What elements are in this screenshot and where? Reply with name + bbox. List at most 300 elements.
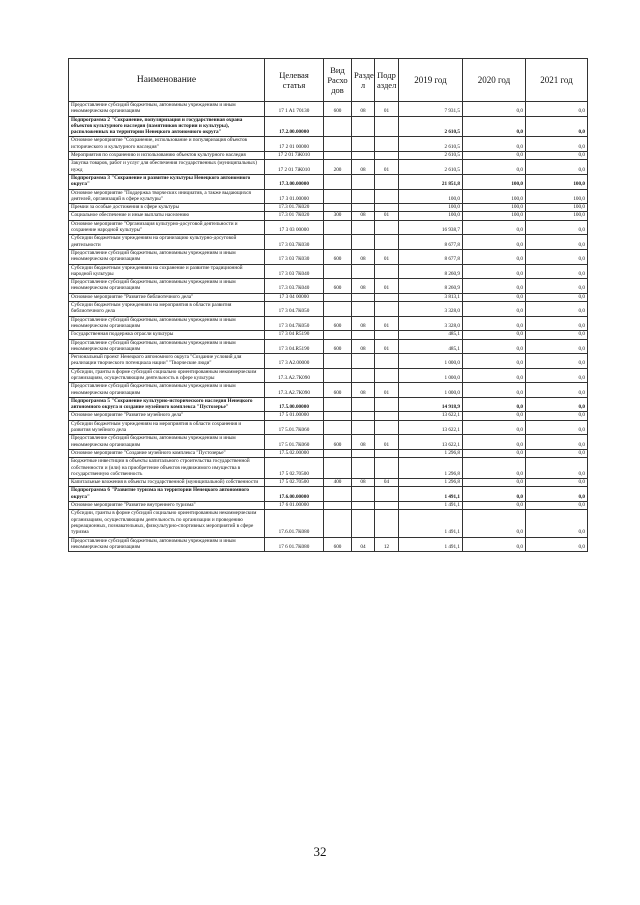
cell-name: Предоставление субсидий бюджетным, автономным учреждениям и иным некоммерческим организациям: [69, 435, 265, 450]
cell-subsection: [375, 137, 399, 152]
cell-subsection: [375, 354, 399, 369]
table-row: [69, 137, 588, 152]
cell-target-article: 17.5.00.00000: [265, 397, 324, 412]
cell-subsection: [375, 152, 399, 160]
table-row: [69, 397, 588, 412]
cell-2019: 1 296,8: [399, 458, 463, 479]
cell-2021: 0,0: [526, 137, 588, 152]
cell-2020: 100,0: [463, 189, 526, 204]
cell-2020: 0,0: [463, 397, 526, 412]
cell-name: Субсидии, гранты в форме субсидий социально ориентированным некоммерческим организациям, осуществляющим деятельность по организации и проведению рекреационных, познавательных, физкультурно-спортивных мероприятий в сфере туризма: [69, 510, 265, 537]
cell-expense-type: [324, 137, 352, 152]
cell-section: 08: [352, 102, 375, 117]
cell-expense-type: 600: [324, 102, 352, 117]
cell-2020: 0,0: [463, 479, 526, 487]
cell-2021: 100,0: [526, 204, 588, 212]
cell-2020: 0,0: [463, 412, 526, 420]
cell-subsection: [375, 116, 399, 137]
table-header-row: [69, 59, 588, 102]
cell-section: [352, 368, 375, 383]
cell-target-article: 17 3 03.7К030: [265, 235, 324, 250]
cell-2020: 0,0: [463, 264, 526, 279]
cell-2020: 0,0: [463, 279, 526, 294]
cell-2020: 0,0: [463, 368, 526, 383]
cell-expense-type: [324, 412, 352, 420]
cell-2021: 0,0: [526, 449, 588, 457]
cell-expense-type: 600: [324, 435, 352, 450]
cell-subsection: [375, 293, 399, 301]
cell-name: Закупка товаров, работ и услуг для обеспечения государственных (муниципальных) нужд: [69, 160, 265, 175]
cell-2020: 0,0: [463, 235, 526, 250]
cell-expense-type: [324, 354, 352, 369]
cell-2020: 0,0: [463, 152, 526, 160]
cell-2021: 0,0: [526, 502, 588, 510]
cell-section: [352, 502, 375, 510]
cell-name: Предоставление субсидий бюджетным, автономным учреждениям и иным некоммерческим организациям: [69, 102, 265, 117]
cell-2021: 0,0: [526, 339, 588, 354]
header-section: Разде л: [352, 59, 375, 102]
cell-subsection: [375, 412, 399, 420]
cell-name: Предоставление субсидий бюджетным, автономным учреждениям и иным некоммерческим организациям: [69, 316, 265, 331]
table-row: [69, 368, 588, 383]
cell-section: [352, 302, 375, 317]
cell-2019: 3 813,1: [399, 293, 463, 301]
cell-2019: 1 000,0: [399, 368, 463, 383]
table-row: [69, 249, 588, 264]
cell-2019: 1 000,0: [399, 383, 463, 398]
cell-2020: 0,0: [463, 435, 526, 450]
cell-2019: 13 622,1: [399, 412, 463, 420]
cell-2019: 1 491,1: [399, 502, 463, 510]
budget-table-sheet: [68, 58, 587, 552]
cell-target-article: 17 3 04.7К050: [265, 316, 324, 331]
cell-2021: 0,0: [526, 368, 588, 383]
cell-2019: 1 296,8: [399, 479, 463, 487]
cell-2019: 100,0: [399, 189, 463, 204]
cell-2021: 0,0: [526, 249, 588, 264]
cell-2021: 0,0: [526, 354, 588, 369]
cell-expense-type: [324, 174, 352, 189]
cell-name: Субсидии бюджетным учреждениям на мероприятия в области сохранения и развития музейного дела: [69, 420, 265, 435]
cell-target-article: 17 2 01 7Ж010: [265, 160, 324, 175]
cell-section: [352, 137, 375, 152]
table-row: [69, 449, 588, 457]
cell-section: [352, 420, 375, 435]
cell-section: [352, 487, 375, 502]
cell-expense-type: 600: [324, 316, 352, 331]
table-row: [69, 235, 588, 250]
cell-target-article: 17.5.02.00000: [265, 449, 324, 457]
cell-target-article: 17 3 01.00000: [265, 189, 324, 204]
cell-subsection: 01: [375, 316, 399, 331]
cell-target-article: 17.3.00.00000: [265, 174, 324, 189]
cell-2021: 0,0: [526, 420, 588, 435]
table-row: [69, 204, 588, 212]
cell-name: Капитальные вложения в объекты государственной (муниципальной) собственности: [69, 479, 265, 487]
cell-subsection: [375, 502, 399, 510]
cell-2020: 0,0: [463, 487, 526, 502]
cell-2020: 0,0: [463, 383, 526, 398]
cell-target-article: 17 2 01 00000: [265, 137, 324, 152]
cell-2019: 2 610,5: [399, 160, 463, 175]
cell-target-article: 17 3 A2.00000: [265, 354, 324, 369]
cell-expense-type: [324, 368, 352, 383]
table-row: [69, 479, 588, 487]
table-row: [69, 316, 588, 331]
cell-subsection: 12: [375, 537, 399, 552]
cell-2019: 1 491,1: [399, 537, 463, 552]
cell-2021: 100,0: [526, 189, 588, 204]
cell-section: [352, 510, 375, 537]
cell-name: Предоставление субсидий бюджетным, автономным учреждениям и иным некоммерческим организациям: [69, 339, 265, 354]
cell-subsection: 01: [375, 102, 399, 117]
cell-subsection: [375, 204, 399, 212]
cell-2020: 0,0: [463, 249, 526, 264]
cell-2019: 8 260,9: [399, 264, 463, 279]
cell-section: 08: [352, 339, 375, 354]
cell-2020: 0,0: [463, 293, 526, 301]
cell-2019: 2 610,5: [399, 137, 463, 152]
cell-target-article: 17 5 01.7К060: [265, 435, 324, 450]
cell-2021: 0,0: [526, 102, 588, 117]
cell-2019: 1 296,8: [399, 449, 463, 457]
table-row: [69, 293, 588, 301]
cell-expense-type: [324, 152, 352, 160]
cell-name: Субсидии бюджетным учреждениям на мероприятия в области развития библиотечного дела: [69, 302, 265, 317]
cell-section: [352, 204, 375, 212]
cell-2019: 21 851,8: [399, 174, 463, 189]
cell-expense-type: [324, 487, 352, 502]
cell-2021: 0,0: [526, 316, 588, 331]
cell-2019: 14 918,9: [399, 397, 463, 412]
table-row: [69, 220, 588, 235]
table-row: [69, 383, 588, 398]
cell-subsection: [375, 487, 399, 502]
cell-2020: 0,0: [463, 339, 526, 354]
cell-target-article: 17 3 03 7К030: [265, 249, 324, 264]
cell-2019: 8 260,9: [399, 279, 463, 294]
cell-name: Социальное обеспечение и иные выплаты населению: [69, 212, 265, 220]
cell-target-article: 17 5 02.70500: [265, 479, 324, 487]
table-row: [69, 487, 588, 502]
cell-section: [352, 449, 375, 457]
page-number: 32: [313, 844, 327, 859]
cell-expense-type: [324, 293, 352, 301]
cell-name: Региональный проект Ненецкого автономного округа "Создание условий для реализации творческого потенциала нации" "Творческие люди": [69, 354, 265, 369]
cell-name: Государственная поддержка отрасли культуры: [69, 331, 265, 339]
cell-subsection: 04: [375, 479, 399, 487]
cell-2020: 0,0: [463, 220, 526, 235]
table-row: [69, 174, 588, 189]
cell-2019: 100,0: [399, 204, 463, 212]
cell-name: Субсидии, гранты в форме субсидий социально ориентированным некоммерческим организациям, осуществляющим деятельность в сфере культуры: [69, 368, 265, 383]
cell-2021: 0,0: [526, 412, 588, 420]
cell-2021: 0,0: [526, 235, 588, 250]
cell-target-article: 17 5 01.00000: [265, 412, 324, 420]
cell-name: Основное мероприятие "Создание музейного комплекса "Пустозерье": [69, 449, 265, 457]
cell-section: 08: [352, 160, 375, 175]
table-row: [69, 116, 588, 137]
table-row: [69, 152, 588, 160]
cell-2021: 0,0: [526, 264, 588, 279]
header-expense-type: Вид Расхо дов: [324, 59, 352, 102]
cell-2019: 8 677,8: [399, 235, 463, 250]
table-row: [69, 510, 588, 537]
cell-target-article: 17.6.01.7К080: [265, 510, 324, 537]
cell-subsection: 01: [375, 279, 399, 294]
cell-subsection: [375, 449, 399, 457]
cell-target-article: 17 6 01.00000: [265, 502, 324, 510]
cell-name: Предоставление субсидий бюджетным, автономным учреждениям и иным некоммерческим организациям: [69, 383, 265, 398]
table-row: [69, 264, 588, 279]
header-year-2021: 2021 год: [526, 59, 588, 102]
table-row: [69, 412, 588, 420]
cell-name: Подпрограмма 5 "Сохранение культурно-исторического наследия Ненецкого автономного округа и создание музейного комплекса "Пустозерье": [69, 397, 265, 412]
cell-section: 04: [352, 537, 375, 552]
cell-2021: 0,0: [526, 537, 588, 552]
cell-2021: 0,0: [526, 279, 588, 294]
cell-target-article: 17 3 04.R5190: [265, 339, 324, 354]
cell-subsection: [375, 189, 399, 204]
cell-2019: 3 328,0: [399, 316, 463, 331]
cell-expense-type: [324, 116, 352, 137]
cell-subsection: 01: [375, 383, 399, 398]
cell-2019: 13 622,1: [399, 420, 463, 435]
cell-target-article: 17 3 04.7К050: [265, 302, 324, 317]
cell-name: Основное мероприятие "Развитие музейного дела": [69, 412, 265, 420]
cell-2020: 0,0: [463, 502, 526, 510]
cell-2021: 0,0: [526, 302, 588, 317]
cell-2019: 16 938,7: [399, 220, 463, 235]
cell-2020: 0,0: [463, 420, 526, 435]
table-row: [69, 160, 588, 175]
cell-subsection: [375, 510, 399, 537]
cell-subsection: [375, 264, 399, 279]
cell-name: Основное мероприятие "Поддержка творческих инициатив, а также выдающихся деятелей, организаций в сфере культуры": [69, 189, 265, 204]
table-row: [69, 331, 588, 339]
table-row: [69, 354, 588, 369]
cell-2020: 100,0: [463, 212, 526, 220]
cell-2021: 0,0: [526, 331, 588, 339]
cell-name: Бюджетные инвестиции в объекты капитального строительства государственной собственности и (или) на приобретение объектов недвижимого имущества в государственную собственность: [69, 458, 265, 479]
cell-2020: 100,0: [463, 204, 526, 212]
cell-2020: 0,0: [463, 331, 526, 339]
cell-expense-type: 200: [324, 160, 352, 175]
cell-name: Основное мероприятие "Организация культурно-досуговой деятельности и сохранение народной культуры": [69, 220, 265, 235]
cell-target-article: 17 3 03 7К040: [265, 264, 324, 279]
cell-target-article: 17.3 01 7К020: [265, 212, 324, 220]
cell-2020: 0,0: [463, 302, 526, 317]
table-row: [69, 339, 588, 354]
cell-section: [352, 293, 375, 301]
cell-section: [352, 264, 375, 279]
cell-expense-type: 600: [324, 383, 352, 398]
cell-2020: 0,0: [463, 510, 526, 537]
cell-section: 08: [352, 435, 375, 450]
cell-subsection: 01: [375, 212, 399, 220]
cell-expense-type: [324, 420, 352, 435]
cell-section: 08: [352, 279, 375, 294]
cell-name: Предоставление субсидий бюджетным, автономным учреждениям и иным некоммерческим организациям: [69, 249, 265, 264]
cell-target-article: 17 5 02.70500: [265, 458, 324, 479]
cell-subsection: [375, 331, 399, 339]
cell-section: [352, 397, 375, 412]
cell-expense-type: 600: [324, 339, 352, 354]
header-year-2020: 2020 год: [463, 59, 526, 102]
cell-2019: 13 622,1: [399, 435, 463, 450]
cell-target-article: 17 3 04 00000: [265, 293, 324, 301]
cell-2020: 0,0: [463, 160, 526, 175]
cell-2019: 485,1: [399, 331, 463, 339]
cell-expense-type: [324, 302, 352, 317]
cell-2021: 0,0: [526, 116, 588, 137]
table-row: [69, 537, 588, 552]
cell-2019: 1 491,1: [399, 487, 463, 502]
cell-expense-type: [324, 331, 352, 339]
cell-name: Премии за особые достижения в сфере культуры: [69, 204, 265, 212]
cell-name: Субсидии бюджетным учреждениям на организацию культурно-досуговой деятельности: [69, 235, 265, 250]
header-target-article: Целевая статья: [265, 59, 324, 102]
cell-2021: 0,0: [526, 487, 588, 502]
table-row: [69, 212, 588, 220]
cell-target-article: 17 3 03 00000: [265, 220, 324, 235]
cell-expense-type: 600: [324, 279, 352, 294]
cell-2021: 0,0: [526, 383, 588, 398]
cell-expense-type: [324, 449, 352, 457]
cell-2021: 0,0: [526, 510, 588, 537]
cell-2020: 100,0: [463, 174, 526, 189]
table-row: [69, 302, 588, 317]
cell-section: [352, 220, 375, 235]
cell-name: Основное мероприятие "Сохранение, использование и популяризация объектов исторического и культурного наследия": [69, 137, 265, 152]
cell-section: [352, 412, 375, 420]
cell-name: Подпрограмма 6 "Развитие туризма на территории Ненецкого автономного округа": [69, 487, 265, 502]
table-row: [69, 458, 588, 479]
cell-2019: 3 328,0: [399, 302, 463, 317]
budget-table: [68, 58, 588, 552]
cell-section: 08: [352, 212, 375, 220]
cell-2019: 1 000,0: [399, 354, 463, 369]
header-name: Наименование: [69, 59, 265, 102]
cell-2021: 0,0: [526, 160, 588, 175]
cell-subsection: [375, 397, 399, 412]
cell-2019: 1 491,1: [399, 510, 463, 537]
cell-2020: 0,0: [463, 116, 526, 137]
cell-section: 08: [352, 479, 375, 487]
cell-subsection: 01: [375, 160, 399, 175]
cell-2019: 2 610,5: [399, 152, 463, 160]
cell-target-article: 17.3 03.7К040: [265, 279, 324, 294]
cell-subsection: [375, 458, 399, 479]
table-row: [69, 102, 588, 117]
cell-2021: 100,0: [526, 174, 588, 189]
cell-name: Подпрограмма 2 "Сохранение, популяризация и государственная охрана объектов культурного наследия (памятников истории и культуры), расположенных на территории Ненецкого автономного округа": [69, 116, 265, 137]
cell-2021: 0,0: [526, 220, 588, 235]
cell-section: 08: [352, 383, 375, 398]
cell-target-article: 17.2.00.00000: [265, 116, 324, 137]
cell-2021: 0,0: [526, 458, 588, 479]
cell-section: [352, 116, 375, 137]
cell-section: [352, 235, 375, 250]
cell-section: [352, 189, 375, 204]
cell-target-article: 17.3.A2.7К090: [265, 368, 324, 383]
cell-2021: 0,0: [526, 479, 588, 487]
cell-2019: 2 610,5: [399, 116, 463, 137]
cell-subsection: 01: [375, 249, 399, 264]
cell-name: Подпрограмма 3 "Сохранение и развитие культуры Ненецкого автономного округа": [69, 174, 265, 189]
cell-section: [352, 354, 375, 369]
cell-2020: 0,0: [463, 449, 526, 457]
cell-target-article: 17.3 01.7К020: [265, 204, 324, 212]
cell-target-article: 17.6.00.00000: [265, 487, 324, 502]
cell-name: Мероприятия по сохранению и использованию объектов культурного наследия: [69, 152, 265, 160]
cell-subsection: [375, 420, 399, 435]
cell-name: Предоставление субсидий бюджетным, автономным учреждениям и иным некоммерческим организациям: [69, 537, 265, 552]
table-row: [69, 420, 588, 435]
cell-expense-type: [324, 220, 352, 235]
cell-2019: 485,1: [399, 339, 463, 354]
cell-2020: 0,0: [463, 458, 526, 479]
cell-target-article: 17 5.01.7К060: [265, 420, 324, 435]
table-row: [69, 279, 588, 294]
cell-name: Субсидии бюджетным учреждениям на сохранение и развитие традиционной народной культуры: [69, 264, 265, 279]
cell-2020: 0,0: [463, 102, 526, 117]
cell-target-article: 17.3.A2.7К090: [265, 383, 324, 398]
cell-name: Предоставление субсидий бюджетным, автономным учреждениям и иным некоммерческим организациям: [69, 279, 265, 294]
cell-expense-type: [324, 458, 352, 479]
cell-expense-type: 400: [324, 479, 352, 487]
table-row: [69, 189, 588, 204]
cell-expense-type: 600: [324, 537, 352, 552]
cell-expense-type: [324, 235, 352, 250]
cell-2021: 0,0: [526, 293, 588, 301]
cell-2019: 8 677,8: [399, 249, 463, 264]
cell-expense-type: [324, 204, 352, 212]
cell-subsection: [375, 302, 399, 317]
cell-2020: 0,0: [463, 537, 526, 552]
cell-2019: 7 931,5: [399, 102, 463, 117]
cell-target-article: 17 3 04 R5190: [265, 331, 324, 339]
cell-expense-type: [324, 264, 352, 279]
cell-2021: 0,0: [526, 435, 588, 450]
cell-name: Основное мероприятие "Развитие внутреннего туризма": [69, 502, 265, 510]
cell-2021: 100,0: [526, 212, 588, 220]
cell-subsection: 01: [375, 435, 399, 450]
cell-2020: 0,0: [463, 137, 526, 152]
header-year-2019: 2019 год: [399, 59, 463, 102]
cell-subsection: [375, 235, 399, 250]
cell-target-article: 17 2 01 7Ж010: [265, 152, 324, 160]
cell-target-article: 17 1 A1 70130: [265, 102, 324, 117]
cell-name: Основное мероприятие "Развитие библиотечного дела": [69, 293, 265, 301]
cell-section: [352, 331, 375, 339]
cell-expense-type: 600: [324, 249, 352, 264]
cell-subsection: [375, 368, 399, 383]
header-subsection: Подр аздел: [375, 59, 399, 102]
cell-2021: 0,0: [526, 152, 588, 160]
cell-subsection: [375, 174, 399, 189]
cell-target-article: 17 6 01.7К080: [265, 537, 324, 552]
cell-2020: 0,0: [463, 354, 526, 369]
table-row: [69, 502, 588, 510]
cell-section: 08: [352, 316, 375, 331]
cell-section: [352, 458, 375, 479]
cell-section: [352, 174, 375, 189]
cell-2020: 0,0: [463, 316, 526, 331]
cell-2021: 0,0: [526, 397, 588, 412]
cell-subsection: [375, 220, 399, 235]
cell-section: [352, 152, 375, 160]
